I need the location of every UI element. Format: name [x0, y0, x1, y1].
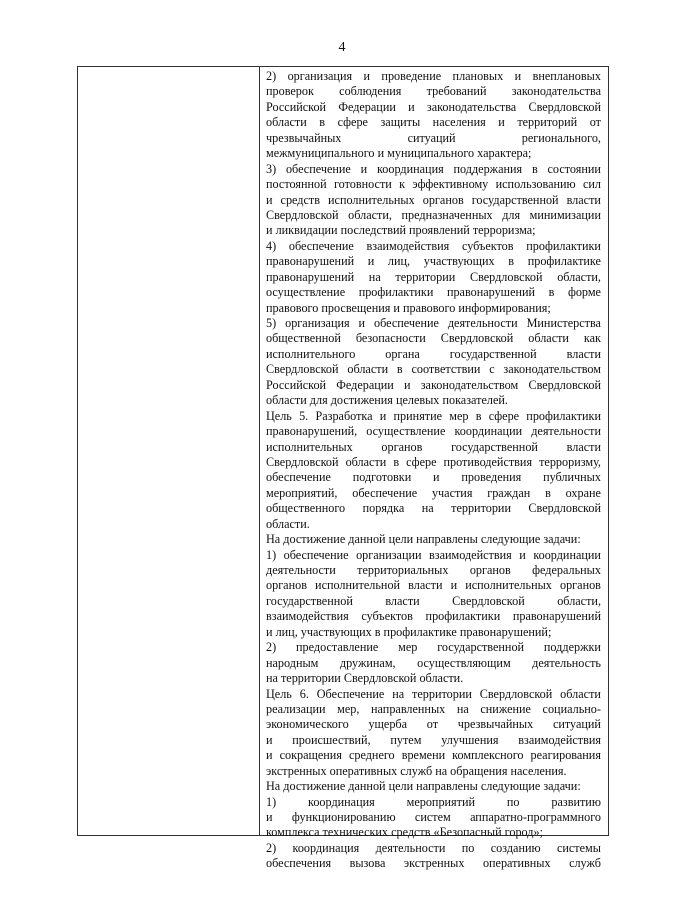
word: и [266, 732, 273, 747]
text-line [266, 162, 601, 177]
word: правонарушений [512, 609, 601, 624]
word: Цель [266, 686, 292, 701]
word: противодействия [443, 454, 533, 469]
word: и [514, 69, 522, 83]
text-line: экстренных оперативных служб на обращения населения. [266, 763, 567, 778]
word: организация [287, 69, 353, 83]
word: средств [280, 192, 320, 207]
word: на [368, 269, 381, 284]
word: законодательства [426, 99, 517, 114]
text-line: области. [266, 516, 310, 531]
word: профилактики [526, 408, 601, 423]
word: мероприятий [406, 794, 476, 809]
text-line [266, 69, 601, 84]
word: Федерации [336, 377, 394, 392]
word: субъектов [361, 609, 413, 624]
word: координация [292, 840, 360, 855]
word: регионального, [521, 130, 601, 145]
word: территорий [517, 115, 578, 130]
word: предоставление [296, 640, 379, 655]
text-line: комплекса технических средств «Безопасный город»; [266, 825, 543, 840]
text-line [266, 409, 601, 424]
text-line [266, 177, 601, 192]
word: органов [422, 192, 464, 207]
word: профилактики [358, 285, 434, 300]
word: снижение [480, 701, 531, 716]
word: исполнительных [266, 439, 353, 454]
word: органов [559, 578, 601, 593]
word: взаимодействия [429, 547, 512, 562]
word: общественного [266, 501, 346, 516]
word: и [266, 192, 273, 207]
text-line [266, 378, 601, 393]
document-table [77, 66, 609, 871]
word: 1) [266, 547, 277, 562]
word: проверок [266, 84, 314, 99]
word: области [560, 686, 601, 701]
text-line [266, 733, 601, 748]
word: правонарушений, [266, 424, 358, 439]
text-line [266, 424, 601, 439]
word: чрезвычайных [457, 717, 534, 732]
word: от [426, 717, 439, 732]
text-line [266, 841, 601, 856]
word: проведения [461, 470, 522, 485]
text-line [266, 440, 601, 455]
word: деятельности [531, 424, 601, 439]
word: территории [395, 269, 456, 284]
word: профилактике [527, 254, 601, 269]
word: и [360, 161, 368, 176]
word: по [461, 840, 475, 855]
word: и [266, 810, 273, 824]
text-line [266, 347, 601, 362]
word: граждан [487, 485, 531, 500]
word: плановых [452, 69, 504, 83]
word: систем [414, 810, 451, 824]
word: аппаратно-программного [470, 810, 601, 824]
word: организация [285, 316, 350, 330]
word: в [548, 285, 555, 300]
word: обеспечение [352, 485, 418, 500]
word: состоянии [547, 161, 601, 176]
word: для [502, 207, 521, 222]
word: власти [566, 439, 601, 454]
word: и [433, 470, 440, 485]
text-line [266, 331, 601, 346]
word: обеспечение [283, 547, 349, 562]
word: населения [432, 115, 486, 130]
word: области [528, 331, 569, 346]
word: законодательства [511, 84, 601, 99]
text-line [266, 795, 601, 810]
word: терроризму, [539, 454, 601, 469]
word: Разработка [315, 408, 373, 423]
word: сокращения [279, 748, 342, 763]
word: и [408, 99, 415, 114]
text-line [266, 578, 601, 593]
word: 5) [266, 316, 277, 330]
word: оперативных [482, 856, 551, 871]
word: координации [533, 547, 601, 562]
word: защиты [380, 115, 421, 130]
word: социально- [542, 701, 601, 716]
text-line: На достижение данной цели направлены следующие задачи: [266, 532, 581, 547]
text-line: на территории Свердловской области. [266, 671, 464, 686]
word: Свердловской [528, 99, 601, 114]
word: в [508, 254, 515, 269]
text-line [266, 208, 601, 223]
word: Министерства [526, 316, 601, 330]
word: сфере [406, 454, 437, 469]
word: созданию [490, 840, 541, 855]
text-line [266, 609, 601, 624]
word: Российской [266, 377, 327, 392]
text-line [266, 640, 601, 655]
text-line [266, 316, 601, 331]
word: органов [469, 563, 511, 577]
word: улучшения [441, 732, 499, 747]
word: участвующих [423, 254, 495, 269]
text-line: области для достижения целевых показателей. [266, 393, 508, 408]
word: 6. [299, 686, 309, 701]
word: власти [566, 192, 601, 207]
word: функционированию [291, 810, 396, 824]
word: подготовки [352, 470, 412, 485]
word: и [363, 69, 371, 83]
word: путем [390, 732, 422, 747]
word: сил [582, 177, 601, 192]
word: в [393, 454, 400, 469]
word: вызова [349, 856, 386, 871]
word: направленных [371, 701, 446, 716]
word: служб [569, 856, 601, 871]
word: комплексного [452, 748, 524, 763]
text-line [266, 285, 601, 300]
word: законодательством [503, 362, 601, 377]
word: территории [412, 686, 472, 701]
word: обеспечения [266, 856, 332, 871]
word: реагирования [530, 748, 601, 763]
word: в [396, 362, 403, 377]
word: взаимодействия [518, 732, 601, 747]
word: государственной [266, 593, 353, 608]
word: на [456, 701, 469, 716]
word: 3) [266, 161, 277, 176]
word: общественной [266, 331, 341, 346]
word: среднего [348, 748, 395, 763]
word: 1) [266, 794, 277, 809]
word: ситуаций [407, 130, 456, 145]
word: и [498, 115, 505, 130]
word: Свердловской [440, 331, 514, 346]
word: исполнительных [465, 578, 552, 593]
word: власти [385, 593, 420, 608]
text-line [266, 717, 601, 732]
word: на [392, 686, 405, 701]
word: ущерба [368, 717, 408, 732]
word: обеспечение [285, 161, 351, 176]
word: публичных [543, 470, 601, 485]
word: координация [376, 161, 444, 176]
word: области, [348, 207, 392, 222]
word: и [367, 254, 375, 269]
word: организации [356, 547, 422, 562]
word: Свердловской [452, 593, 525, 608]
word: координации [454, 424, 523, 439]
word: и [519, 547, 526, 562]
word: готовности [333, 177, 392, 192]
word: государственной [471, 192, 559, 207]
text-line: На достижение данной цели направлены следующие задачи: [266, 779, 581, 794]
word: обеспечение [288, 238, 354, 253]
word: деятельности [375, 840, 446, 855]
word: деятельности [447, 316, 518, 330]
word: и [266, 748, 273, 763]
word: деятельность [532, 655, 601, 670]
word: осуществление [266, 285, 346, 300]
word: Свердловской [528, 501, 601, 516]
text-line: правового просвещения и правового информирования; [266, 300, 551, 315]
word: экстренных [403, 856, 465, 871]
text-line [266, 810, 601, 825]
word: Обеспечение [316, 686, 385, 701]
word: в [545, 485, 551, 500]
word: и [358, 316, 366, 330]
word: в [475, 408, 482, 423]
text-line [266, 270, 601, 285]
word: государственной [449, 346, 537, 361]
word: профилактики [526, 238, 601, 253]
word: обеспечение [266, 470, 331, 485]
word: участия [431, 485, 473, 500]
word: осуществление [366, 424, 446, 439]
word: области [266, 115, 307, 130]
word: народным [266, 655, 319, 670]
word: исполнительной [315, 578, 401, 593]
word: осуществляющим [417, 655, 511, 670]
word: Свердловской [266, 362, 339, 377]
text-line [266, 748, 601, 763]
word: обеспечение [374, 316, 439, 330]
word: системы [556, 840, 601, 855]
word: требований [426, 84, 487, 99]
word: государственной [437, 640, 525, 655]
word: мероприятий, [266, 485, 338, 500]
word: реализации [266, 701, 326, 716]
word: деятельности [266, 563, 336, 577]
word: органов [266, 578, 307, 593]
word: поддержания [453, 161, 523, 176]
word: области [345, 454, 387, 469]
word: лиц, [387, 254, 411, 269]
word: сфере [488, 408, 520, 423]
word: в [531, 161, 538, 176]
word: территории [451, 501, 511, 516]
word: взаимодействия [366, 238, 450, 253]
text-line [266, 470, 601, 485]
text-line [266, 362, 601, 377]
word: постоянной [266, 177, 327, 192]
text-line: межмуниципального и муниципального характера; [266, 146, 532, 161]
word: 5. [299, 408, 309, 423]
word: как [583, 331, 601, 346]
text-line [266, 193, 601, 208]
word: охране [565, 485, 601, 500]
word: происшествий, [292, 732, 371, 747]
table-right-cell [260, 67, 608, 871]
word: эффективному [412, 177, 489, 192]
word: в [319, 115, 326, 130]
word: Свердловской [266, 207, 339, 222]
word: 2) [266, 840, 277, 855]
text-line [266, 84, 601, 99]
word: 2) [266, 69, 277, 83]
word: органа [385, 346, 420, 361]
word: и [450, 578, 458, 593]
word: форме [567, 285, 601, 300]
word: ситуаций [552, 717, 601, 732]
word: правонарушений [266, 254, 355, 269]
word: от [589, 115, 601, 130]
word: развитию [551, 794, 601, 809]
word: Свердловской [469, 269, 543, 284]
word: проведение [381, 69, 442, 83]
word: взаимодействия [266, 609, 349, 624]
text-line [266, 115, 601, 130]
word: минимизации [529, 207, 601, 222]
word: на [421, 501, 434, 516]
word: и [379, 408, 387, 423]
text-line [266, 594, 601, 609]
word: государственной [451, 439, 538, 454]
word: власти [408, 578, 443, 593]
text-line [266, 563, 601, 578]
word: исполнительного [266, 346, 356, 361]
word: мер, [337, 701, 360, 716]
text-line: и лиц, участвующих в профилактике правонарушений; [266, 624, 552, 639]
word: использованию [495, 177, 576, 192]
word: власти [566, 346, 601, 361]
word: Российской [266, 99, 327, 114]
word: мер [398, 640, 418, 655]
word: исполнительных [328, 192, 415, 207]
word: к [399, 177, 406, 192]
word: органов [381, 439, 423, 454]
table-left-cell [78, 67, 260, 835]
text-line [266, 131, 601, 146]
word: времени [401, 748, 446, 763]
word: внеплановых [532, 69, 601, 83]
text-line [266, 856, 601, 871]
word: 2) [266, 640, 277, 655]
word: соблюдения [339, 84, 402, 99]
text-line [266, 501, 601, 516]
word: субъектов [461, 238, 514, 253]
word: федеральных [532, 563, 601, 577]
text-line: и ликвидации последствий проявлений терроризма; [266, 223, 536, 238]
text-line [266, 486, 601, 501]
text-line [266, 656, 601, 671]
word: правонарушений [446, 285, 536, 300]
text-line [266, 100, 601, 115]
word: законодательством [420, 377, 519, 392]
page-number: 4 [338, 40, 346, 55]
text-line [266, 687, 601, 702]
word: Цель [266, 408, 292, 423]
word: предназначенных [401, 207, 493, 222]
word: безопасности [355, 331, 426, 346]
word: координация [308, 794, 375, 809]
word: правонарушений [266, 269, 355, 284]
word: Свердловской [266, 454, 339, 469]
word: по [506, 794, 520, 809]
word: порядка [362, 501, 405, 516]
text-line [266, 455, 601, 470]
word: экономического [266, 717, 349, 732]
word: области, [557, 269, 601, 284]
word: сфере [337, 115, 368, 130]
word: Федерации [338, 99, 396, 114]
word: области [347, 362, 389, 377]
word: чрезвычайных [266, 130, 342, 145]
word: территориальных [357, 563, 449, 577]
word: принятие [393, 408, 443, 423]
word: поддержки [543, 640, 601, 655]
word: Свердловской [528, 377, 601, 392]
word: соответствии [411, 362, 481, 377]
text-line [266, 548, 601, 563]
word: мер [449, 408, 469, 423]
word: профилактики [425, 609, 501, 624]
text-line [266, 239, 601, 254]
text-line [266, 702, 601, 717]
word: области, [557, 593, 601, 608]
word: 4) [266, 238, 277, 253]
word: дружинам, [339, 655, 396, 670]
word: и [404, 377, 411, 392]
word: с [489, 362, 495, 377]
word: Свердловской [479, 686, 553, 701]
text-line [266, 254, 601, 269]
